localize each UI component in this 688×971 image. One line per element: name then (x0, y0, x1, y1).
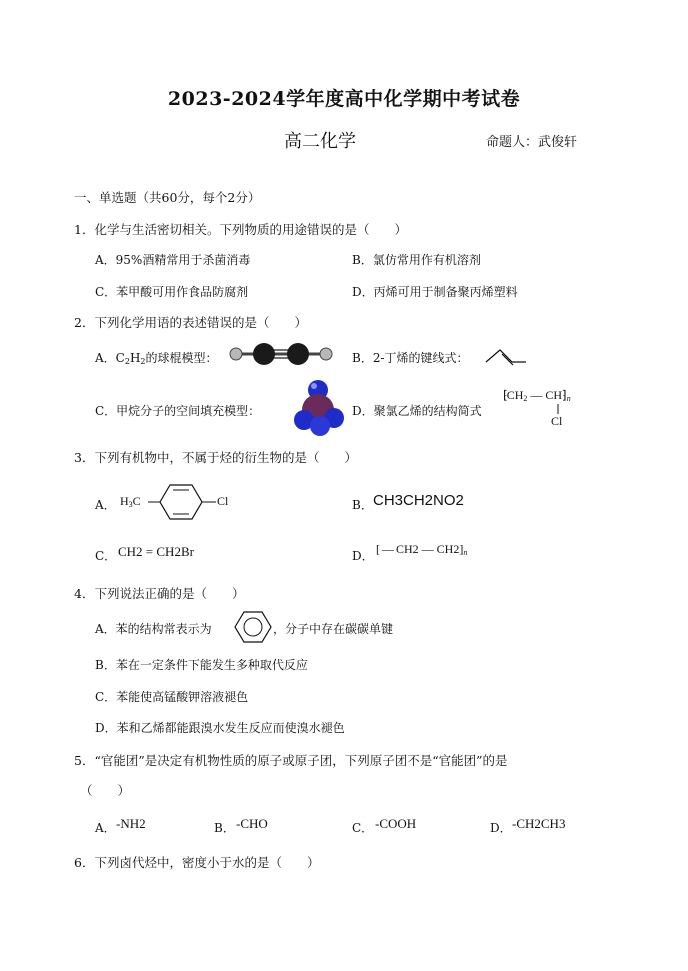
pvc-n: n (566, 394, 571, 403)
q5-option-c-label: C． (352, 821, 374, 835)
section-heading: 一、单选题（共60分，每个2分） (74, 190, 261, 205)
q1-option-c: C．苯甲酸可用作食品防腐剂 (95, 285, 249, 299)
q1-option-a: A．95%酒精常用于杀菌消毒 (95, 253, 251, 267)
author: 命题人：武俊轩 (486, 135, 578, 150)
question-2-stem: 2．下列化学用语的表述错误的是（ ） (74, 315, 307, 330)
pvc-ch2: CH (506, 388, 524, 402)
q4-option-a-pre: A．苯的结构常表示为 (95, 622, 212, 636)
page-title: 2023-2024学年度高中化学期中考试卷 (167, 88, 521, 110)
question-1-stem: 1．化学与生活密切相关。下列物质的用途错误的是（ ） (74, 222, 407, 237)
q1-option-b: B．氯仿常用作有机溶剂 (352, 253, 481, 267)
q2-a-pre: A．C (95, 351, 125, 365)
q5-option-b-value: -CHO (236, 816, 268, 831)
benzene-ring-icon (233, 609, 273, 645)
question-5-stem: 5．“官能团”是决定有机物性质的原子或原子团，下列原子团不是“官能团”的是 (74, 753, 508, 768)
pvc-bracket-lines (505, 388, 585, 428)
q3-a-cl: Cl (217, 494, 229, 508)
pvc-formula: $⁅CH_2$ — $CH⁆_n$ (503, 388, 571, 403)
q2-option-d: D．聚氯乙烯的结构简式 (352, 404, 482, 418)
question-6-stem: 6．下列卤代烃中，密度小于水的是（ ） (74, 855, 320, 870)
q5-option-b-label: B． (214, 821, 235, 835)
methane-space-filling-model-icon (294, 378, 346, 438)
question-3-stem: 3．下列有机物中，不属于烃的衍生物的是（ ） (74, 450, 357, 465)
q2-a-post: 的球棍模型： (145, 351, 218, 365)
q3-b-formula: CH3CH2NO2 (373, 492, 464, 509)
q4-option-c: C．苯能使高锰酸钾溶液褪色 (95, 690, 249, 704)
q5-option-d-label: D． (490, 821, 512, 835)
q2-a-mid: H (129, 351, 141, 365)
q5-option-c-value: -COOH (375, 816, 417, 831)
q3-a-ch3: $H_3C$ (120, 494, 141, 509)
q3-option-d-label: D． (352, 549, 374, 563)
q2-option-b: B．2-丁烯的键线式： (352, 351, 469, 365)
q4-option-b: B．苯在一定条件下能发生多种取代反应 (95, 658, 308, 672)
q4-option-d: D．苯和乙烯都能跟溴水发生反应而使溴水褪色 (95, 721, 345, 735)
q4-option-a-post: ，分子中存在碳碳单键 (273, 622, 394, 636)
2-butene-skeletal-formula-icon (486, 344, 530, 366)
q3-option-c-label: C． (95, 549, 117, 563)
q5-option-a-label: A． (95, 821, 116, 835)
q5-option-d-value: -CH2CH3 (512, 816, 566, 831)
pvc-cl: Cl (551, 414, 563, 428)
pvc-sub: 2 (523, 394, 528, 403)
q2-option-c: C．甲烷分子的空间填充模型： (95, 404, 261, 418)
question-5-stem-cont: （ ） (80, 783, 131, 798)
toluene-chloro-ring-icon (148, 476, 218, 526)
q1-option-d: D．丙烯可用于制备聚丙烯塑料 (352, 285, 518, 299)
pvc-ch: CH (545, 388, 563, 402)
ball-stick-c2h2-model-icon (226, 342, 336, 366)
q2-a-sub: 2 (124, 357, 130, 366)
q5-option-a-value: -NH2 (116, 816, 146, 831)
q3-option-a-label: A． (95, 498, 116, 512)
q2-option-a (95, 349, 218, 366)
q3-d-formula: [ — CH2 — $CH2]_n$ (376, 542, 468, 557)
q3-option-b-label: B． (352, 498, 373, 512)
q2-a-sub2: 2 (140, 357, 146, 366)
q3-c-formula: CH2 = CH2Br (118, 544, 194, 559)
question-4-stem: 4．下列说法正确的是（ ） (74, 586, 245, 601)
subtitle: 高二化学 (284, 131, 356, 152)
